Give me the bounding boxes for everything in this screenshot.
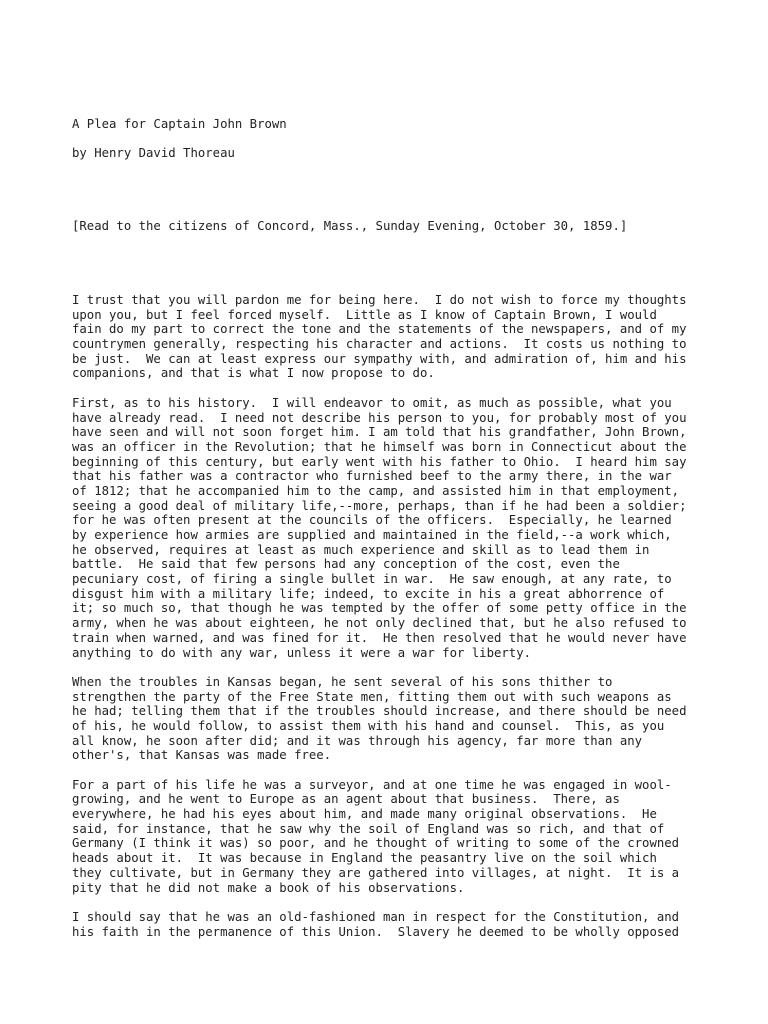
text-line: disgust him with a military life; indeed, to excite in his a great abhorrence of bbox=[72, 586, 665, 601]
text-line: First, as to his history. I will endeavor to omit, as much as possible, what you bbox=[72, 395, 672, 410]
text-line: countrymen generally, respecting his character and actions. It costs us nothing to bbox=[72, 337, 687, 352]
text-line: battle. He said that few persons had any conception of the cost, even the bbox=[72, 557, 620, 572]
text-line: I trust that you will pardon me for being here. I do not wish to force my thoughts bbox=[72, 293, 687, 307]
text-line: companions, and that is what I now propose to do. bbox=[72, 366, 435, 381]
text-line: For a part of his life he was a surveyor, and at one time he was engaged in wool- bbox=[72, 777, 672, 792]
text-line: he had; telling them that if the troubles should increase, and there should be need bbox=[72, 704, 687, 719]
text-line: pecuniary cost, of firing a single bullet in war. He saw enough, at any rate, to bbox=[72, 572, 672, 587]
document-title: A Plea for Captain John Brown bbox=[72, 117, 287, 131]
text-line: When the troubles in Kansas began, he sent several of his sons thither to bbox=[72, 674, 613, 689]
text-line: be just. We can at least express our sympathy with, and admiration of, him and his bbox=[72, 351, 687, 366]
text-line: I should say that he was an old-fashioned man in respect for the Constitution, and bbox=[72, 909, 680, 924]
text-line: everywhere, he had his eyes about him, and made many original observations. He bbox=[72, 807, 657, 822]
document-author: by Henry David Thoreau bbox=[72, 146, 235, 160]
text-line: seeing a good deal of military life,--more, perhaps, than if he had been a soldier; bbox=[72, 498, 687, 513]
text-line: for he was often present at the councils of the officers. Especially, he learned bbox=[72, 513, 672, 528]
text-line: have seen and will not soon forget him. I am told that his grandfather, John Brown, bbox=[72, 425, 687, 440]
text-line: have already read. I need not describe his person to you, for probably most of you bbox=[72, 410, 687, 425]
text-line: growing, and he went to Europe as an agent about that business. There, as bbox=[72, 792, 620, 807]
text-line: of 1812; that he accompanied him to the camp, and assisted him in that employment, bbox=[72, 483, 680, 498]
document-body bbox=[72, 293, 686, 954]
text-line: beginning of this century, but early went with his father to Ohio. I heard him say bbox=[72, 454, 687, 469]
paragraph bbox=[72, 675, 686, 763]
text-line: that his father was a contractor who furnished beef to the army there, in the war bbox=[72, 469, 672, 484]
text-line: anything to do with any war, unless it were a war for liberty. bbox=[72, 645, 532, 660]
text-line: strengthen the party of the Free State men, fitting them out with such weapons as bbox=[72, 689, 672, 704]
text-line: fain do my part to correct the tone and the statements of the newspapers, and of my bbox=[72, 322, 687, 337]
paragraph bbox=[72, 293, 686, 381]
text-line: heads about it. It was because in England the peasantry live on the soil which bbox=[72, 851, 657, 866]
paragraph bbox=[72, 910, 686, 939]
text-line: it; so much so, that though he was tempted by the offer of some petty office in the bbox=[72, 601, 687, 616]
text-line: pity that he did not make a book of his observations. bbox=[72, 880, 465, 895]
paragraph bbox=[72, 778, 686, 896]
text-line: all know, he soon after did; and it was through his agency, far more than any bbox=[72, 733, 643, 748]
text-line: other's, that Kansas was made free. bbox=[72, 748, 332, 763]
paragraph bbox=[72, 396, 686, 660]
text-line: said, for instance, that he saw why the soil of England was so rich, and that of bbox=[72, 821, 665, 836]
text-line: by experience how armies are supplied and maintained in the field,--a work which, bbox=[72, 528, 672, 542]
text-line: they cultivate, but in Germany they are gathered into villages, at night. It is a bbox=[72, 865, 680, 880]
text-line: he observed, requires at least as much experience and skill as to lead them in bbox=[72, 542, 650, 557]
text-line: of his, he would follow, to assist them with his hand and counsel. This, as you bbox=[72, 718, 665, 733]
text-line: Germany (I think it was) so poor, and he thought of writing to some of the crowned bbox=[72, 836, 680, 851]
text-line: army, when he was about eighteen, he not only declined that, but he also refused to bbox=[72, 616, 687, 631]
text-line: upon you, but I feel forced myself. Little as I know of Captain Brown, I would bbox=[72, 307, 657, 322]
text-line: was an officer in the Revolution; that he himself was born in Connecticut about the bbox=[72, 439, 687, 454]
text-line: his faith in the permanence of this Union. Slavery he deemed to be wholly opposed bbox=[72, 924, 680, 939]
reading-note: [Read to the citizens of Concord, Mass., Sunday Evening, October 30, 1859.] bbox=[72, 219, 628, 233]
text-line: train when warned, and was fined for it. He then resolved that he would never have bbox=[72, 630, 687, 645]
